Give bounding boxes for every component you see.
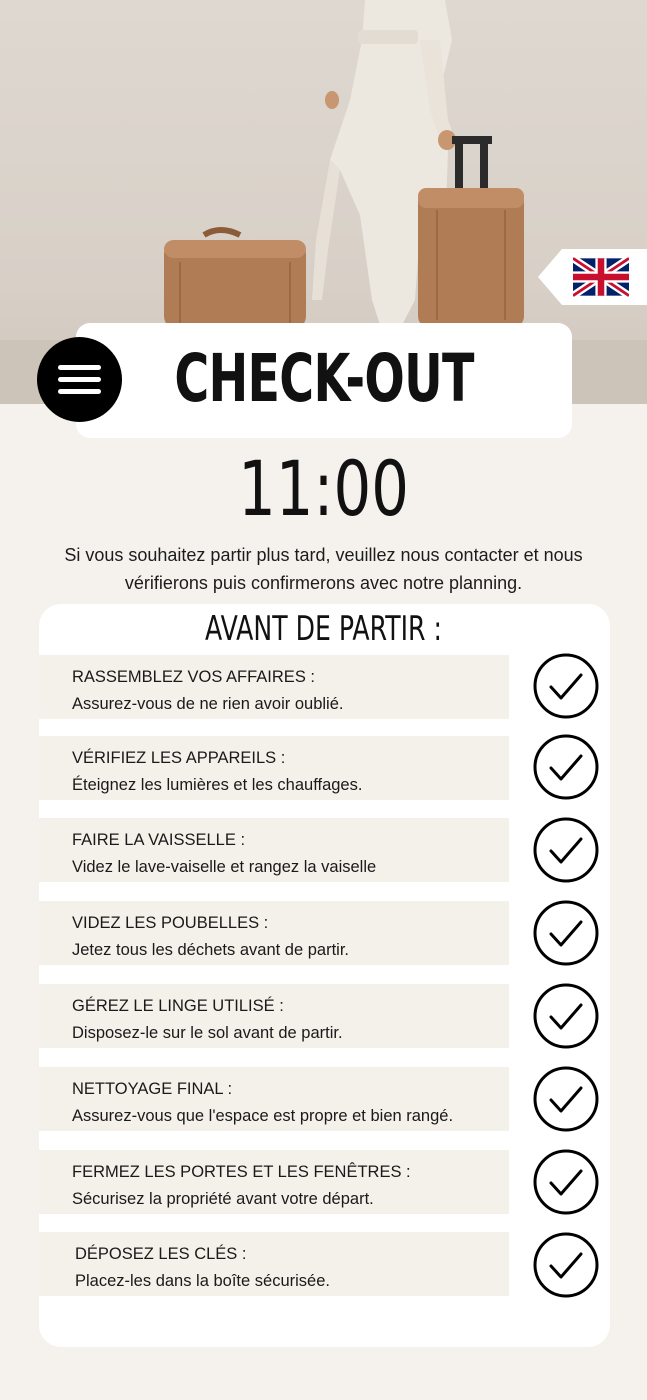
item-heading: VÉRIFIEZ LES APPAREILS : xyxy=(72,749,286,767)
checkmark-icon[interactable] xyxy=(533,734,599,800)
checklist-item xyxy=(39,1150,509,1214)
checklist-item xyxy=(39,655,509,719)
checklist-item xyxy=(39,984,509,1048)
item-heading: FERMEZ LES PORTES ET LES FENÊTRES : xyxy=(72,1163,411,1181)
item-heading: NETTOYAGE FINAL : xyxy=(72,1080,233,1098)
item-description: Placez-les dans la boîte sécurisée. xyxy=(75,1272,330,1290)
item-description: Assurez-vous que l'espace est propre et bien rangé. xyxy=(72,1107,454,1125)
menu-button[interactable] xyxy=(37,337,122,422)
checklist-item xyxy=(39,901,509,965)
item-description: Éteignez les lumières et les chauffages. xyxy=(72,776,363,794)
item-description: Assurez-vous de ne rien avoir oublié. xyxy=(72,695,344,713)
menu-icon-bar xyxy=(58,389,101,394)
item-heading: FAIRE LA VAISSELLE : xyxy=(72,831,246,849)
checkout-time: 11:00 xyxy=(238,444,409,533)
intro-text: Si vous souhaitez partir plus tard, veuillez nous contacter et nous vérifierons puis confirmerons avec notre planning. xyxy=(64,545,583,593)
item-heading: VIDEZ LES POUBELLES : xyxy=(72,914,269,932)
title-card xyxy=(76,323,572,438)
uk-flag-icon xyxy=(573,257,629,297)
item-description: Videz le lave-vaiselle et rangez la vaiselle xyxy=(72,858,377,876)
menu-icon xyxy=(58,365,101,370)
checkmark-icon[interactable] xyxy=(533,1149,599,1215)
checkmark-icon[interactable] xyxy=(533,653,599,719)
checklist-item xyxy=(39,818,509,882)
checklist-item xyxy=(39,1067,509,1131)
item-description: Sécurisez la propriété avant votre départ. xyxy=(72,1190,374,1208)
page-title: CHECK-OUT xyxy=(174,340,474,417)
item-description: Disposez-le sur le sol avant de partir. xyxy=(72,1024,343,1042)
checklist-item xyxy=(39,736,509,800)
checkmark-icon[interactable] xyxy=(533,983,599,1049)
checklist-item xyxy=(39,1232,509,1296)
item-heading: GÉREZ LE LINGE UTILISÉ : xyxy=(72,997,284,1015)
checkmark-icon[interactable] xyxy=(533,1066,599,1132)
item-heading: RASSEMBLEZ VOS AFFAIRES : xyxy=(72,668,315,686)
menu-icon-bar xyxy=(58,377,101,382)
checkmark-icon[interactable] xyxy=(533,1232,599,1298)
checklist-title: AVANT DE PARTIR : xyxy=(204,609,443,649)
checkmark-icon[interactable] xyxy=(533,817,599,883)
item-description: Jetez tous les déchets avant de partir. xyxy=(72,941,349,959)
item-heading: DÉPOSEZ LES CLÉS : xyxy=(75,1245,247,1263)
checkmark-icon[interactable] xyxy=(533,900,599,966)
